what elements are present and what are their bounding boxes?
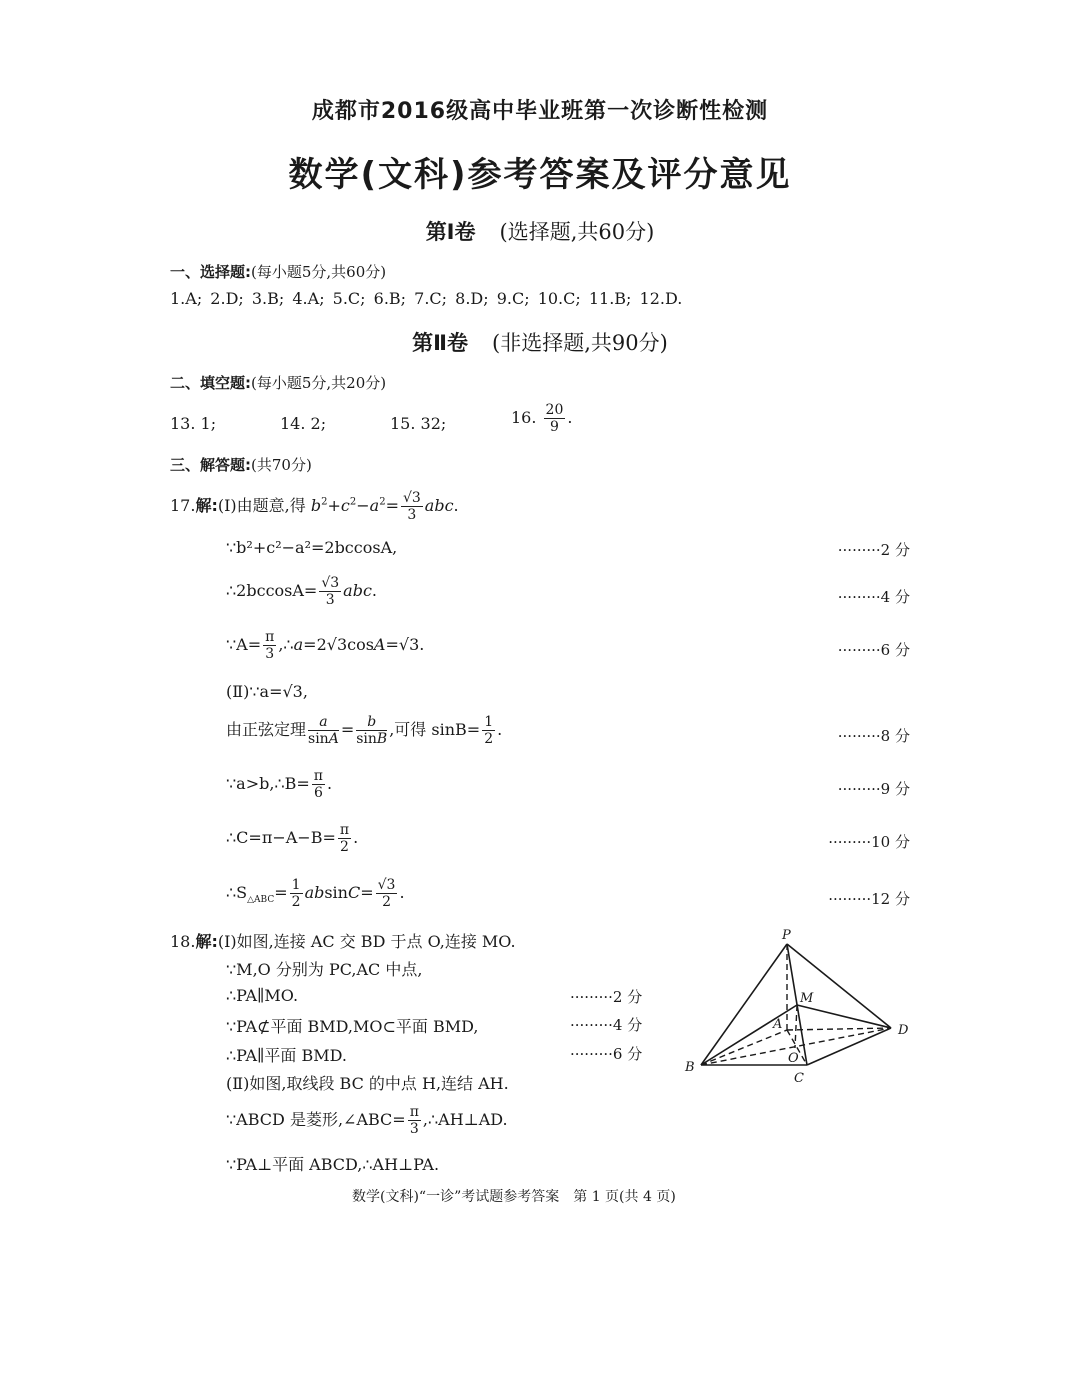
q17-line9: $\therefore S_{\triangle ABC}=$ $\frac{1}{2}$ absinC= $\frac{√3}{2}$ . xyxy=(226,877,405,910)
q18-line2: ∵M,O 分别为 PC,AC 中点, xyxy=(226,960,423,979)
q18-line4: ∵PA⊄平面 BMD,MO⊂平面 BMD, xyxy=(226,1017,479,1036)
label-P: P xyxy=(782,928,791,943)
q17-line3: ∴2bccosA= $\frac{√3}{3}$ abc. xyxy=(226,575,377,608)
a16-fraction: $\frac{20}{9}$ xyxy=(545,402,564,435)
q17-line8: ∴C=π−A−B= $\frac{\pi}{2}$ . xyxy=(226,822,359,855)
q17-score-6: ·········10 分 xyxy=(828,833,910,851)
q17-line1: 17.解:(Ⅰ)由题意,得 $b^2+c^2-a^2=$ $\frac{√3}{3}$ abc. xyxy=(170,490,459,523)
q17-score-7: ·········12 分 xyxy=(828,890,910,908)
a16-prefix: 16. xyxy=(511,408,537,427)
edge-AD xyxy=(787,1028,891,1030)
q18-line5: ∴PA∥平面 BMD. xyxy=(226,1046,347,1065)
exam-title: 成都市2016级高中毕业班第一次诊断性检测 xyxy=(311,99,769,124)
edge-PB xyxy=(701,944,787,1065)
section3-title: 三、解答题: xyxy=(170,456,251,474)
fill-answer-16: 16. $\frac{20}{9}$ . xyxy=(511,402,573,435)
q18-line8: ∵PA⊥平面 ABCD,∴AH⊥PA. xyxy=(226,1155,440,1174)
volume2-desc: (非选择题,共90分) xyxy=(492,331,668,355)
q17-score-4: ·········8 分 xyxy=(837,727,910,745)
label-O: O xyxy=(788,1051,799,1066)
q17-score-3: ·········6 分 xyxy=(837,641,910,659)
edge-BM xyxy=(701,1005,797,1065)
q18-line7: ∵ABCD 是菱形,∠ABC= $\frac{\pi}{3}$ ,∴AH⊥AD. xyxy=(226,1104,508,1137)
edge-CD xyxy=(807,1028,891,1065)
q18-score-1: ·········2 分 xyxy=(570,988,643,1006)
volume1-heading xyxy=(0,216,1080,246)
q18-score-2: ·········4 分 xyxy=(570,1016,643,1034)
q17-line5: (Ⅱ)∵a=√3, xyxy=(226,682,308,701)
volume2-heading xyxy=(0,327,1080,357)
label-C: C xyxy=(794,1071,804,1086)
label-D: D xyxy=(898,1023,909,1038)
q18-score-3: ·········6 分 xyxy=(570,1045,643,1063)
q17-score-1: ·········2 分 xyxy=(837,541,910,559)
q18-line6: (Ⅱ)如图,取线段 BC 的中点 H,连结 AH. xyxy=(226,1074,509,1093)
mc-answers: 1.A; 2.D; 3.B; 4.A; 5.C; 6.B; 7.C; 8.D; 9.C; 10.C; 11.B; 12.D. xyxy=(170,289,683,308)
page-footer: 数学(文科)“一诊”考试题参考答案 第 1 页(共 4 页) xyxy=(352,1189,676,1205)
fill-answer-13: 13. 1; xyxy=(170,414,217,433)
section3-heading xyxy=(170,454,312,475)
label-A: A xyxy=(773,1017,783,1032)
section1-note: (每小题5分,共60分) xyxy=(251,263,387,281)
edge-MO xyxy=(795,1005,797,1048)
q17-line2: ∵b²+c²−a²=2bccosA, xyxy=(226,538,398,557)
volume2-label: 第Ⅱ卷 xyxy=(412,331,469,355)
section1-heading xyxy=(170,261,386,282)
fill-answer-15: 15. 32; xyxy=(390,414,447,433)
section2-heading xyxy=(170,372,386,393)
q17-line6: 由正弦定理 $\frac{a}{\sin A}$ = $\frac{b}{\sin B}$ ,可得 sinB= $\frac{1}{2}$ . xyxy=(226,714,503,747)
volume1-label: 第Ⅰ卷 xyxy=(425,220,476,244)
q17-line7: ∵a>b,∴B= $\frac{\pi}{6}$ . xyxy=(226,768,333,801)
section3-note: (共70分) xyxy=(251,456,312,474)
section2-title: 二、填空题: xyxy=(170,374,251,392)
section2-note: (每小题5分,共20分) xyxy=(251,374,387,392)
label-B: B xyxy=(685,1060,695,1075)
q18-line3: ∴PA∥MO. xyxy=(226,986,299,1005)
volume1-desc: (选择题,共60分) xyxy=(499,220,655,244)
q17-score-5: ·········9 分 xyxy=(837,780,910,798)
answer-key-title: 数学(文科)参考答案及评分意见 xyxy=(288,155,792,195)
q17-score-2: ·········4 分 xyxy=(837,588,910,606)
label-M: M xyxy=(800,991,814,1006)
q18-line1: 18.解:(Ⅰ)如图,连接 AC 交 BD 于点 O,连接 MO. xyxy=(170,932,516,951)
section1-title: 一、选择题: xyxy=(170,263,251,281)
q17-line4: ∵A= $\frac{\pi}{3}$ ,∴a=2√3cosA=√3. xyxy=(226,629,425,662)
pyramid-figure xyxy=(680,920,920,1090)
fill-answer-14: 14. 2; xyxy=(280,414,327,433)
